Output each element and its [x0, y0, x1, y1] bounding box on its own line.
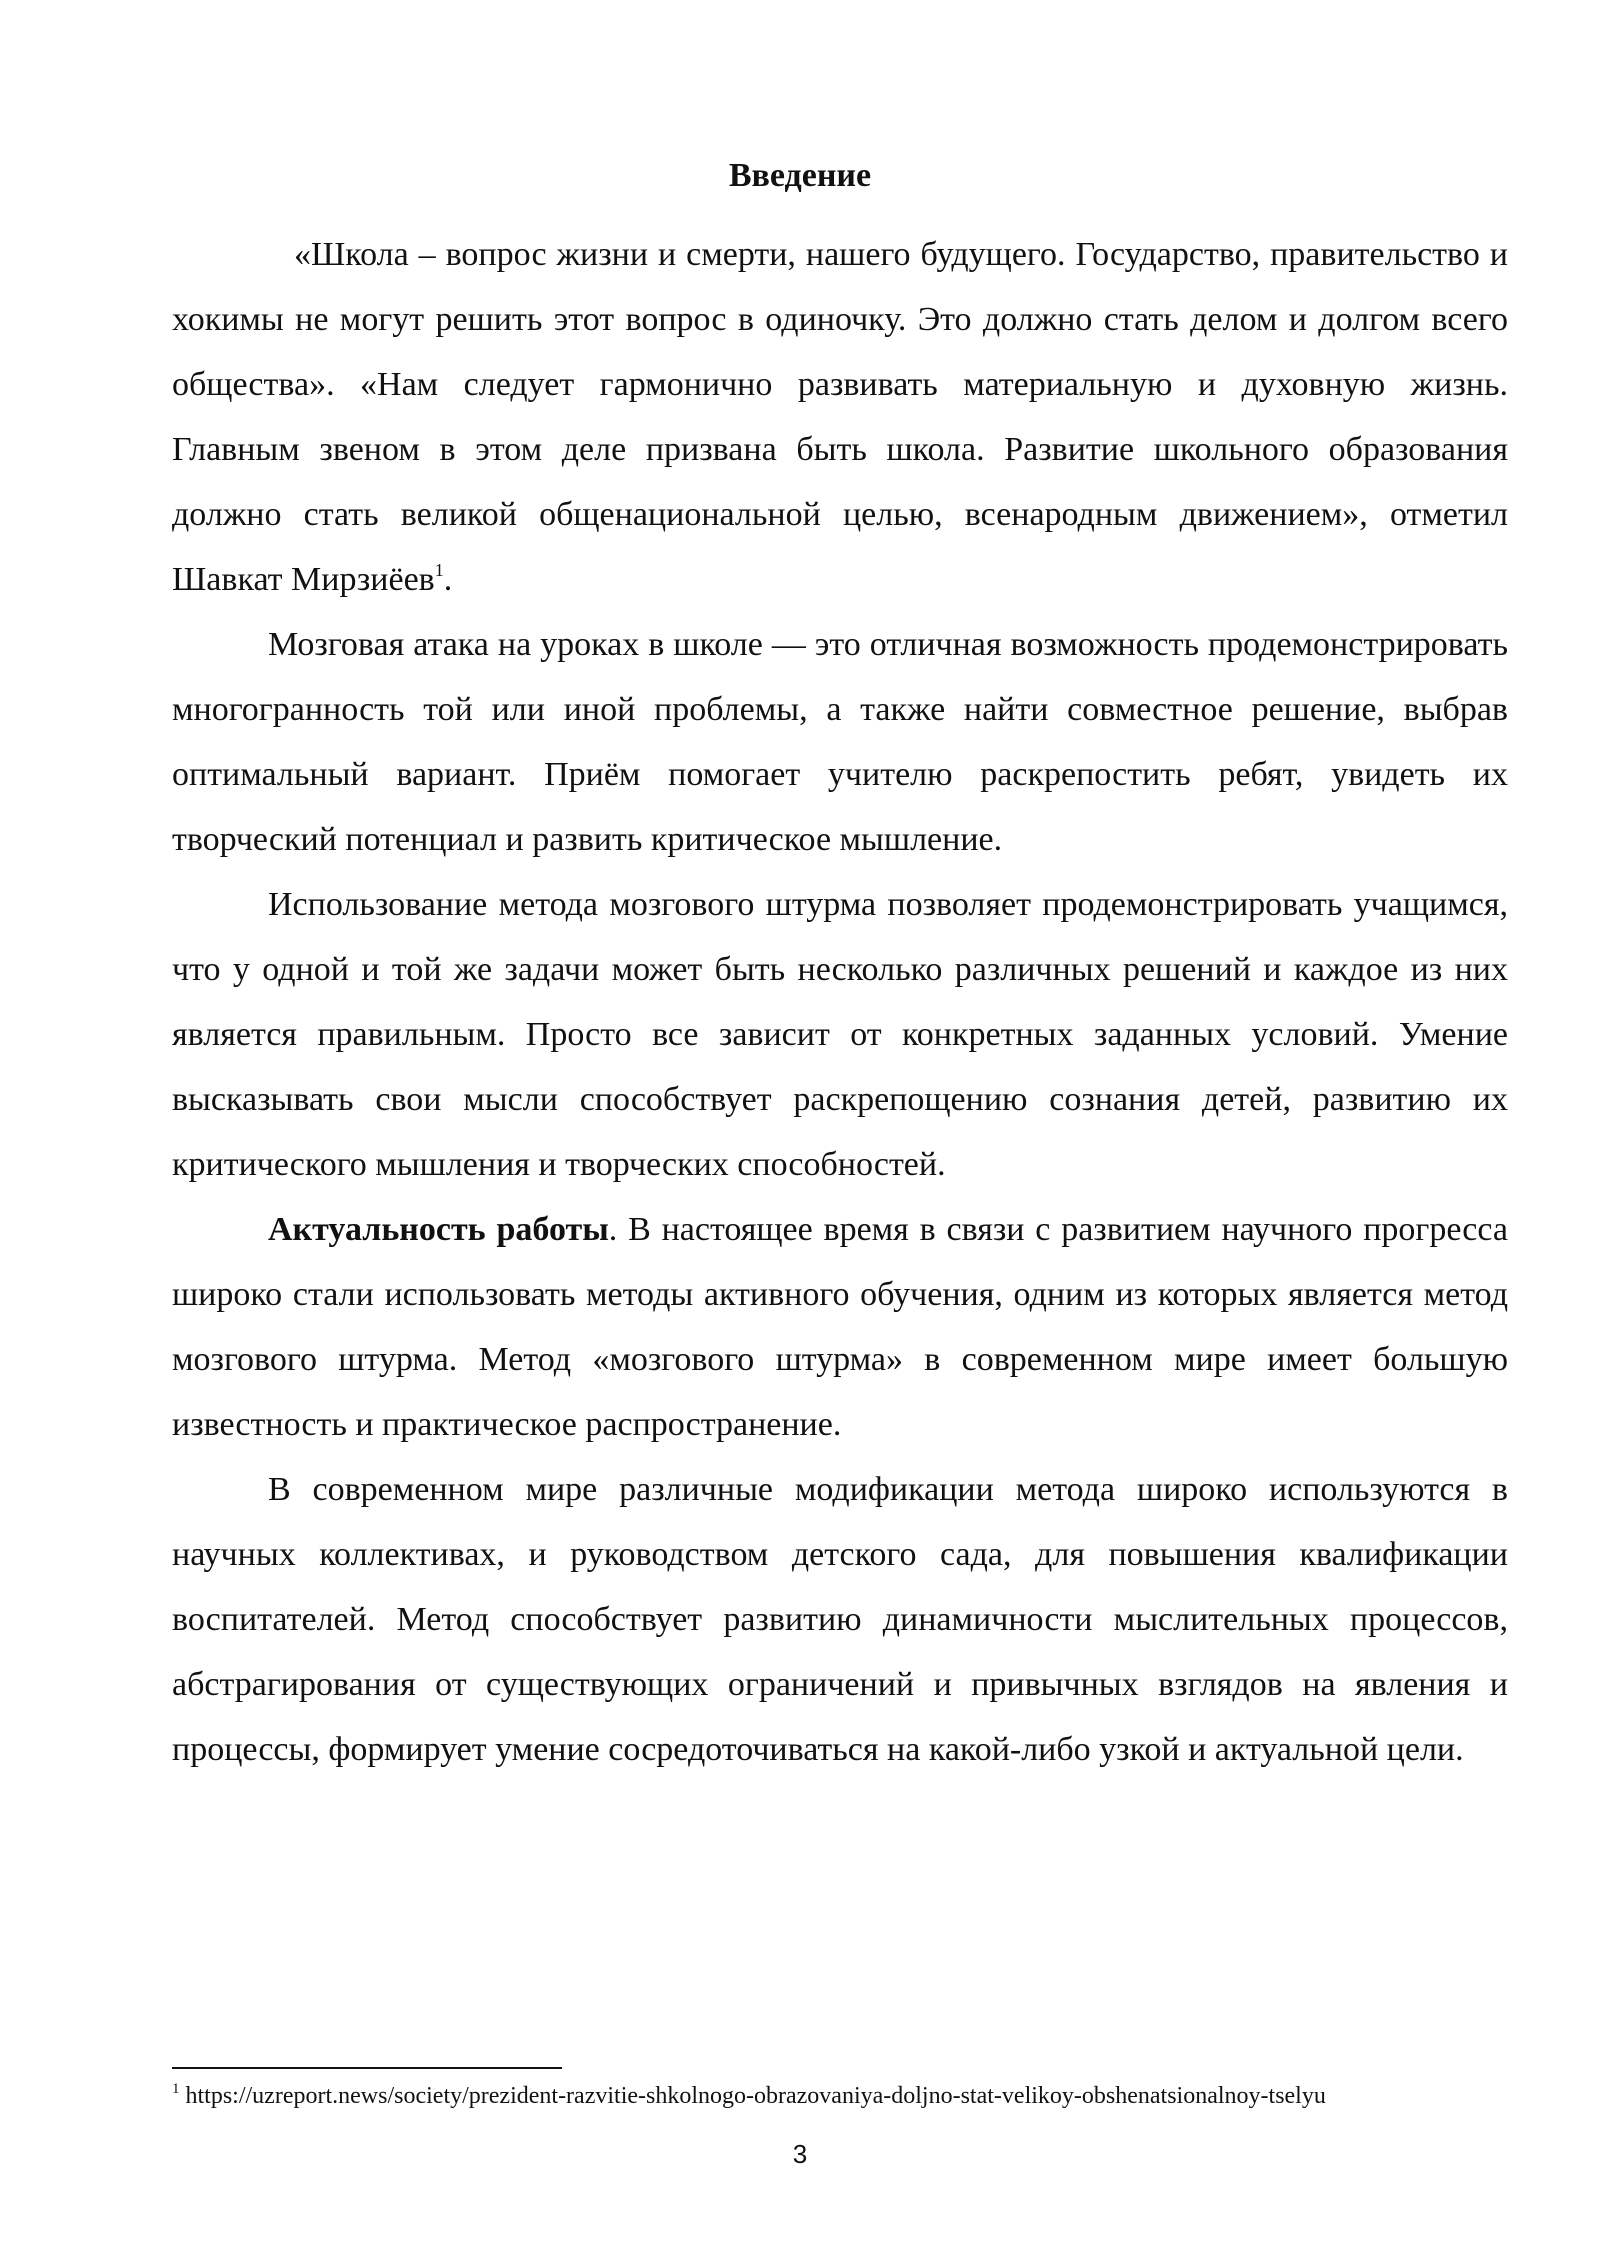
footnote-link[interactable]: https://uzreport.news/society/prezident-razvitie-shkolnogo-obrazovaniya-doljno-stat-velikoy-obshenatsionalnoy-tselyu [179, 2083, 1326, 2109]
paragraph-2: Мозговая атака на уроках в школе — это отличная возможность продемонстрировать многогранность той или иной проблемы, а также найти совместное решение, выбрав оптимальный вариант. Приём помогает учителю раскрепостить ребят, увидеть их творческий потенциал и развить критическое мышление. [172, 626, 1508, 858]
paragraph-4-bold-heading: Актуальность работы [268, 1211, 609, 1248]
paragraph-1-text: «Школа – вопрос жизни и смерти, нашего будущего. Государство, правительство и хокимы не могут решить этот вопрос в одиночку. Это должно стать делом и долгом всего общества». «Нам следует гармонично развивать материальную и духовную жизнь. Главным звеном в этом деле призвана быть школа. Развитие школьного образования должно стать великой общенациональной целью, всенародным движением», отметил Шавкат Мирзиёев [172, 236, 1508, 598]
paragraph-5: В современном мире различные модификации метода широко используются в научных коллективах, и руководством детского сада, для повышения квалификации воспитателей. Метод способствует развитию динамичности мыслительных процессов, абстрагирования от существующих ограничений и привычных взглядов на явления и процессы, формирует умение сосредоточиваться на какой-либо узкой и актуальной цели. [172, 1471, 1508, 1768]
page-number: 3 [792, 2139, 808, 2169]
paragraph-3: Использование метода мозгового штурма позволяет продемонстрировать учащимся, что у одной и той же задачи может быть несколько различных решений и каждое из них является правильным. Просто все зависит от конкретных заданных условий. Умение высказывать свои мысли способствует раскрепощению сознания детей, развитию их критического мышления и творческих способностей. [172, 886, 1508, 1183]
footnote-reference[interactable]: 1 [434, 560, 444, 580]
paragraph-4 [172, 1197, 1508, 1457]
footnote-number: 1 [172, 2081, 180, 2097]
page-title: Введение [728, 157, 872, 194]
paragraph-4-text: . В настоящее время в связи с развитием научного прогресса широко стали использовать методы активного обучения, одним из которых является метод мозгового штурма. Метод «мозгового штурма» в современном мире имеет большую известность и практическое распространение. [172, 1211, 1508, 1443]
footnote [172, 2080, 1572, 2112]
paragraph-1 [172, 222, 1508, 612]
body-text [172, 222, 1508, 1782]
paragraph-1-end: . [443, 561, 453, 598]
footnote-separator [172, 2067, 562, 2069]
